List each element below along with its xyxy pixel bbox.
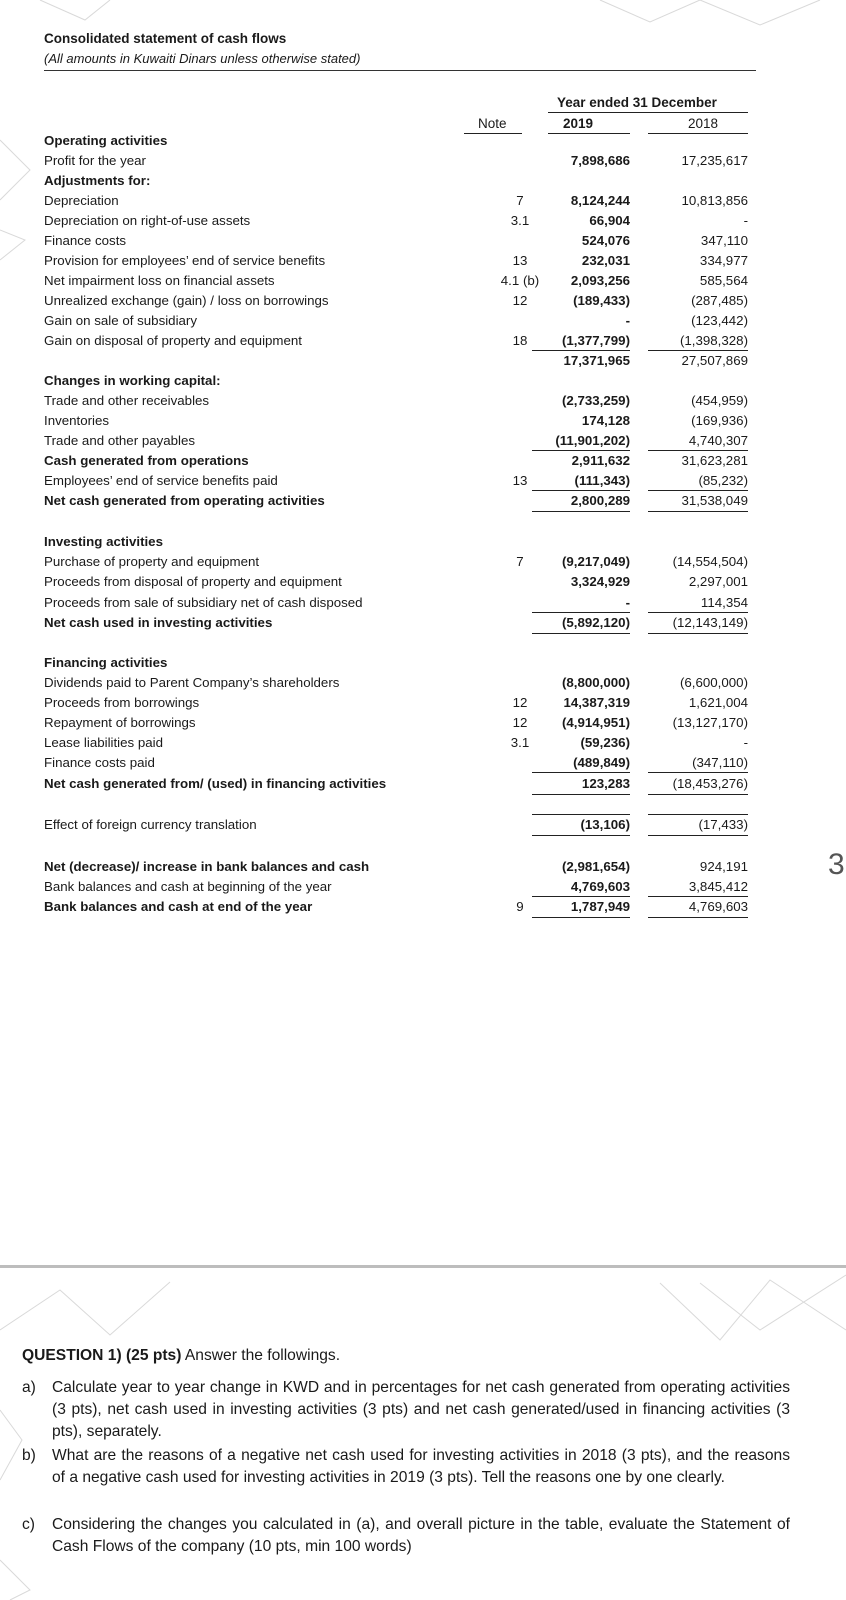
value-2018: 27,507,869 (681, 353, 748, 368)
row-label: Finance costs (44, 233, 127, 248)
row-label: Purchase of property and equipment (44, 554, 260, 569)
row-label: Financing activities (44, 655, 168, 670)
table-row (44, 291, 764, 311)
value-2019: 8,124,244 (570, 193, 630, 208)
total-rule-2018 (648, 794, 748, 795)
table-row (44, 877, 764, 897)
item-text: Considering the changes you calculated in (a), and overall picture in the table, evaluate the Statement of Cash Flows of the company (10 pts, min 100 words) (52, 1516, 790, 1555)
question-title-bold: QUESTION 1) (25 pts) (22, 1347, 182, 1364)
item-text: Calculate year to year change in KWD and in percentages for net cash generated from operating activities (3 pts), net cash used in investing activities (3 pts) and net cash generated/used in financing activities (3 pts), separately. (52, 1379, 790, 1440)
value-2018: 334,977 (699, 253, 748, 268)
note-column-header: Note (478, 116, 507, 131)
row-label: Provision for employees’ end of service benefits (44, 253, 326, 268)
value-2018: (287,485) (691, 293, 748, 308)
value-2019: (59,236) (580, 735, 630, 750)
total-rule-2018 (648, 835, 748, 836)
value-2018: (14,554,504) (672, 554, 748, 569)
item-letter: a) (22, 1379, 36, 1396)
value-2018: (12,143,149) (672, 615, 748, 630)
table-row (44, 151, 764, 171)
value-2019: 2,800,289 (570, 493, 630, 508)
value-2019: 7,898,686 (570, 153, 630, 168)
value-2019: 524,076 (581, 233, 630, 248)
note-ref: 7 (516, 554, 524, 569)
value-2018: 585,564 (699, 273, 748, 288)
total-rule-2019 (532, 511, 630, 512)
value-2018: - (743, 735, 748, 750)
row-label: Unrealized exchange (gain) / loss on borrowings (44, 293, 329, 308)
value-2018: (1,398,328) (679, 333, 748, 348)
value-2019: (111,343) (574, 473, 630, 488)
row-label: Inventories (44, 413, 110, 428)
note-ref: 13 (512, 253, 528, 268)
note-ref: 9 (516, 899, 524, 914)
table-row (44, 351, 764, 371)
value-2019: (2,981,654) (561, 859, 630, 874)
value-2018: - (743, 213, 748, 228)
table-row (44, 593, 764, 613)
value-2018: 17,235,617 (681, 153, 748, 168)
row-label: Trade and other receivables (44, 393, 210, 408)
value-2019: 1,787,949 (570, 899, 630, 914)
value-2019: 232,031 (581, 253, 630, 268)
table-row (44, 231, 764, 251)
row-label: Proceeds from sale of subsidiary net of cash disposed (44, 595, 363, 610)
value-2018: 347,110 (700, 233, 748, 248)
value-2019: - (625, 313, 630, 328)
table-row (44, 391, 764, 411)
row-label: Investing activities (44, 534, 163, 549)
table-row (44, 693, 764, 713)
value-2019: 2,911,632 (571, 453, 630, 468)
table-row (44, 251, 764, 271)
total-rule-2019 (532, 835, 630, 836)
table-row (44, 653, 764, 673)
value-2019: - (625, 595, 630, 610)
value-2018: 31,623,281 (681, 453, 748, 468)
question-title (22, 1345, 792, 1367)
value-2018: (454,959) (691, 393, 748, 408)
row-label: Bank balances and cash at end of the year (44, 899, 313, 914)
table-row (44, 532, 764, 552)
note-ref: 12 (512, 695, 528, 710)
total-rule-2019 (532, 633, 630, 634)
table-row (44, 552, 764, 572)
table-row (44, 471, 764, 491)
item-letter: c) (22, 1516, 35, 1533)
table-row (44, 451, 764, 471)
value-2018: 4,769,603 (688, 899, 748, 914)
total-rule-2019 (532, 917, 630, 918)
value-2018: (13,127,170) (672, 715, 748, 730)
value-2019: (11,901,202) (555, 433, 630, 448)
value-2018: 31,538,049 (681, 493, 748, 508)
value-2019: (489,849) (573, 755, 630, 770)
row-label: Net (decrease)/ increase in bank balances and cash (44, 859, 370, 874)
table-row (44, 815, 764, 835)
column-2019-header: 2019 (563, 116, 594, 131)
note-ref: 18 (512, 333, 528, 348)
table-row (44, 331, 764, 351)
row-label: Effect of foreign currency translation (44, 817, 257, 832)
value-2018: (17,433) (698, 817, 748, 832)
value-2019: 66,904 (589, 213, 630, 228)
note-ref: 3.1 (510, 213, 530, 228)
table-row (44, 753, 764, 773)
table-row (44, 673, 764, 693)
value-2019: (9,217,049) (561, 554, 630, 569)
row-label: Depreciation (44, 193, 119, 208)
subtotal-rule-2018 (648, 772, 748, 773)
question-title-rest: Answer the followings. (181, 1347, 341, 1364)
title-divider (44, 70, 756, 71)
year-heading: Year ended 31 December (557, 95, 717, 110)
value-2019: 4,769,603 (570, 879, 630, 894)
table-row (44, 271, 764, 291)
value-2018: (347,110) (692, 755, 748, 770)
column-2018-header: 2018 (688, 116, 719, 131)
note-ref: 13 (512, 473, 528, 488)
row-label: Repayment of borrowings (44, 715, 196, 730)
table-row (44, 411, 764, 431)
row-label: Lease liabilities paid (44, 735, 164, 750)
question-item-b (22, 1445, 792, 1511)
table-row (44, 572, 764, 592)
row-label: Net cash used in investing activities (44, 615, 273, 630)
table-row (44, 857, 764, 877)
value-2018: 4,740,307 (688, 433, 748, 448)
row-label: Operating activities (44, 133, 168, 148)
note-ref: 12 (512, 715, 528, 730)
value-2019: 17,371,965 (563, 353, 630, 368)
table-row (44, 897, 764, 917)
value-2019: (4,914,951) (561, 715, 630, 730)
note-ref: 7 (516, 193, 524, 208)
value-2019: (1,377,799) (561, 333, 630, 348)
value-2019: 14,387,319 (563, 695, 630, 710)
value-2018: (169,936) (691, 413, 748, 428)
value-2019: (2,733,259) (561, 393, 630, 408)
value-2018: 1,621,004 (688, 695, 748, 710)
year-heading-rule (548, 112, 748, 113)
page-separator (0, 1265, 846, 1268)
table-row (44, 774, 764, 794)
row-label: Adjustments for: (44, 173, 151, 188)
value-2018: 3,845,412 (688, 879, 748, 894)
value-2018: (123,442) (691, 313, 748, 328)
table-row (44, 733, 764, 753)
row-label: Finance costs paid (44, 755, 155, 770)
note-ref: 4.1 (b) (500, 273, 540, 288)
row-label: Gain on sale of subsidiary (44, 313, 197, 328)
row-label: Net impairment loss on financial assets (44, 273, 275, 288)
row-label: Proceeds from borrowings (44, 695, 200, 710)
value-2019: 174,128 (581, 413, 630, 428)
row-label: Cash generated from operations (44, 453, 249, 468)
subtotal-rule-2019 (532, 772, 630, 773)
row-label: Gain on disposal of property and equipment (44, 333, 302, 348)
item-text: What are the reasons of a negative net cash used for investing activities in 2018 (3 pts), and the reasons of a negative cash used for investing activities in 2019 (3 pts). Tell the reasons one by one clearly. (52, 1447, 790, 1486)
row-label: Profit for the year (44, 153, 146, 168)
subtotal-rule-2018 (648, 814, 748, 815)
value-2019: (189,433) (573, 293, 630, 308)
row-label: Dividends paid to Parent Company’s shareholders (44, 675, 340, 690)
value-2018: 114,354 (700, 595, 748, 610)
statement-title: Consolidated statement of cash flows (44, 31, 287, 46)
table-row (44, 131, 764, 151)
value-2018: (18,453,276) (672, 776, 748, 791)
row-label: Net cash generated from/ (used) in financing activities (44, 776, 387, 791)
table-row (44, 311, 764, 331)
value-2019: 3,324,929 (570, 574, 630, 589)
table-row (44, 211, 764, 231)
row-label: Net cash generated from operating activities (44, 493, 325, 508)
page-number: 3 (828, 848, 845, 881)
value-2018: (85,232) (698, 473, 748, 488)
item-letter: b) (22, 1447, 36, 1464)
question-item-c (22, 1514, 792, 1558)
value-2019: 123,283 (581, 776, 630, 791)
table-row (44, 431, 764, 451)
value-2019: (5,892,120) (561, 615, 630, 630)
note-ref: 3.1 (510, 735, 530, 750)
value-2018: 10,813,856 (681, 193, 748, 208)
total-rule-2018 (648, 511, 748, 512)
value-2018: (6,600,000) (679, 675, 748, 690)
value-2019: (13,106) (580, 817, 630, 832)
total-rule-2019 (532, 794, 630, 795)
row-label: Proceeds from disposal of property and equipment (44, 574, 342, 589)
value-2018: 2,297,001 (688, 574, 748, 589)
row-label: Changes in working capital: (44, 373, 221, 388)
table-row (44, 171, 764, 191)
table-row (44, 371, 764, 391)
total-rule-2018 (648, 917, 748, 918)
row-label: Bank balances and cash at beginning of the year (44, 879, 332, 894)
subtotal-rule-2019 (532, 814, 630, 815)
table-row (44, 491, 764, 511)
row-label: Depreciation on right-of-use assets (44, 213, 251, 228)
row-label: Employees’ end of service benefits paid (44, 473, 278, 488)
statement-subtitle: (All amounts in Kuwaiti Dinars unless otherwise stated) (44, 51, 361, 66)
table-row (44, 191, 764, 211)
total-rule-2018 (648, 633, 748, 634)
question-item-a (22, 1377, 792, 1443)
row-label: Trade and other payables (44, 433, 196, 448)
value-2018: 924,191 (699, 859, 748, 874)
value-2019: 2,093,256 (570, 273, 630, 288)
table-row (44, 713, 764, 733)
value-2019: (8,800,000) (561, 675, 630, 690)
note-ref: 12 (512, 293, 528, 308)
table-row (44, 613, 764, 633)
